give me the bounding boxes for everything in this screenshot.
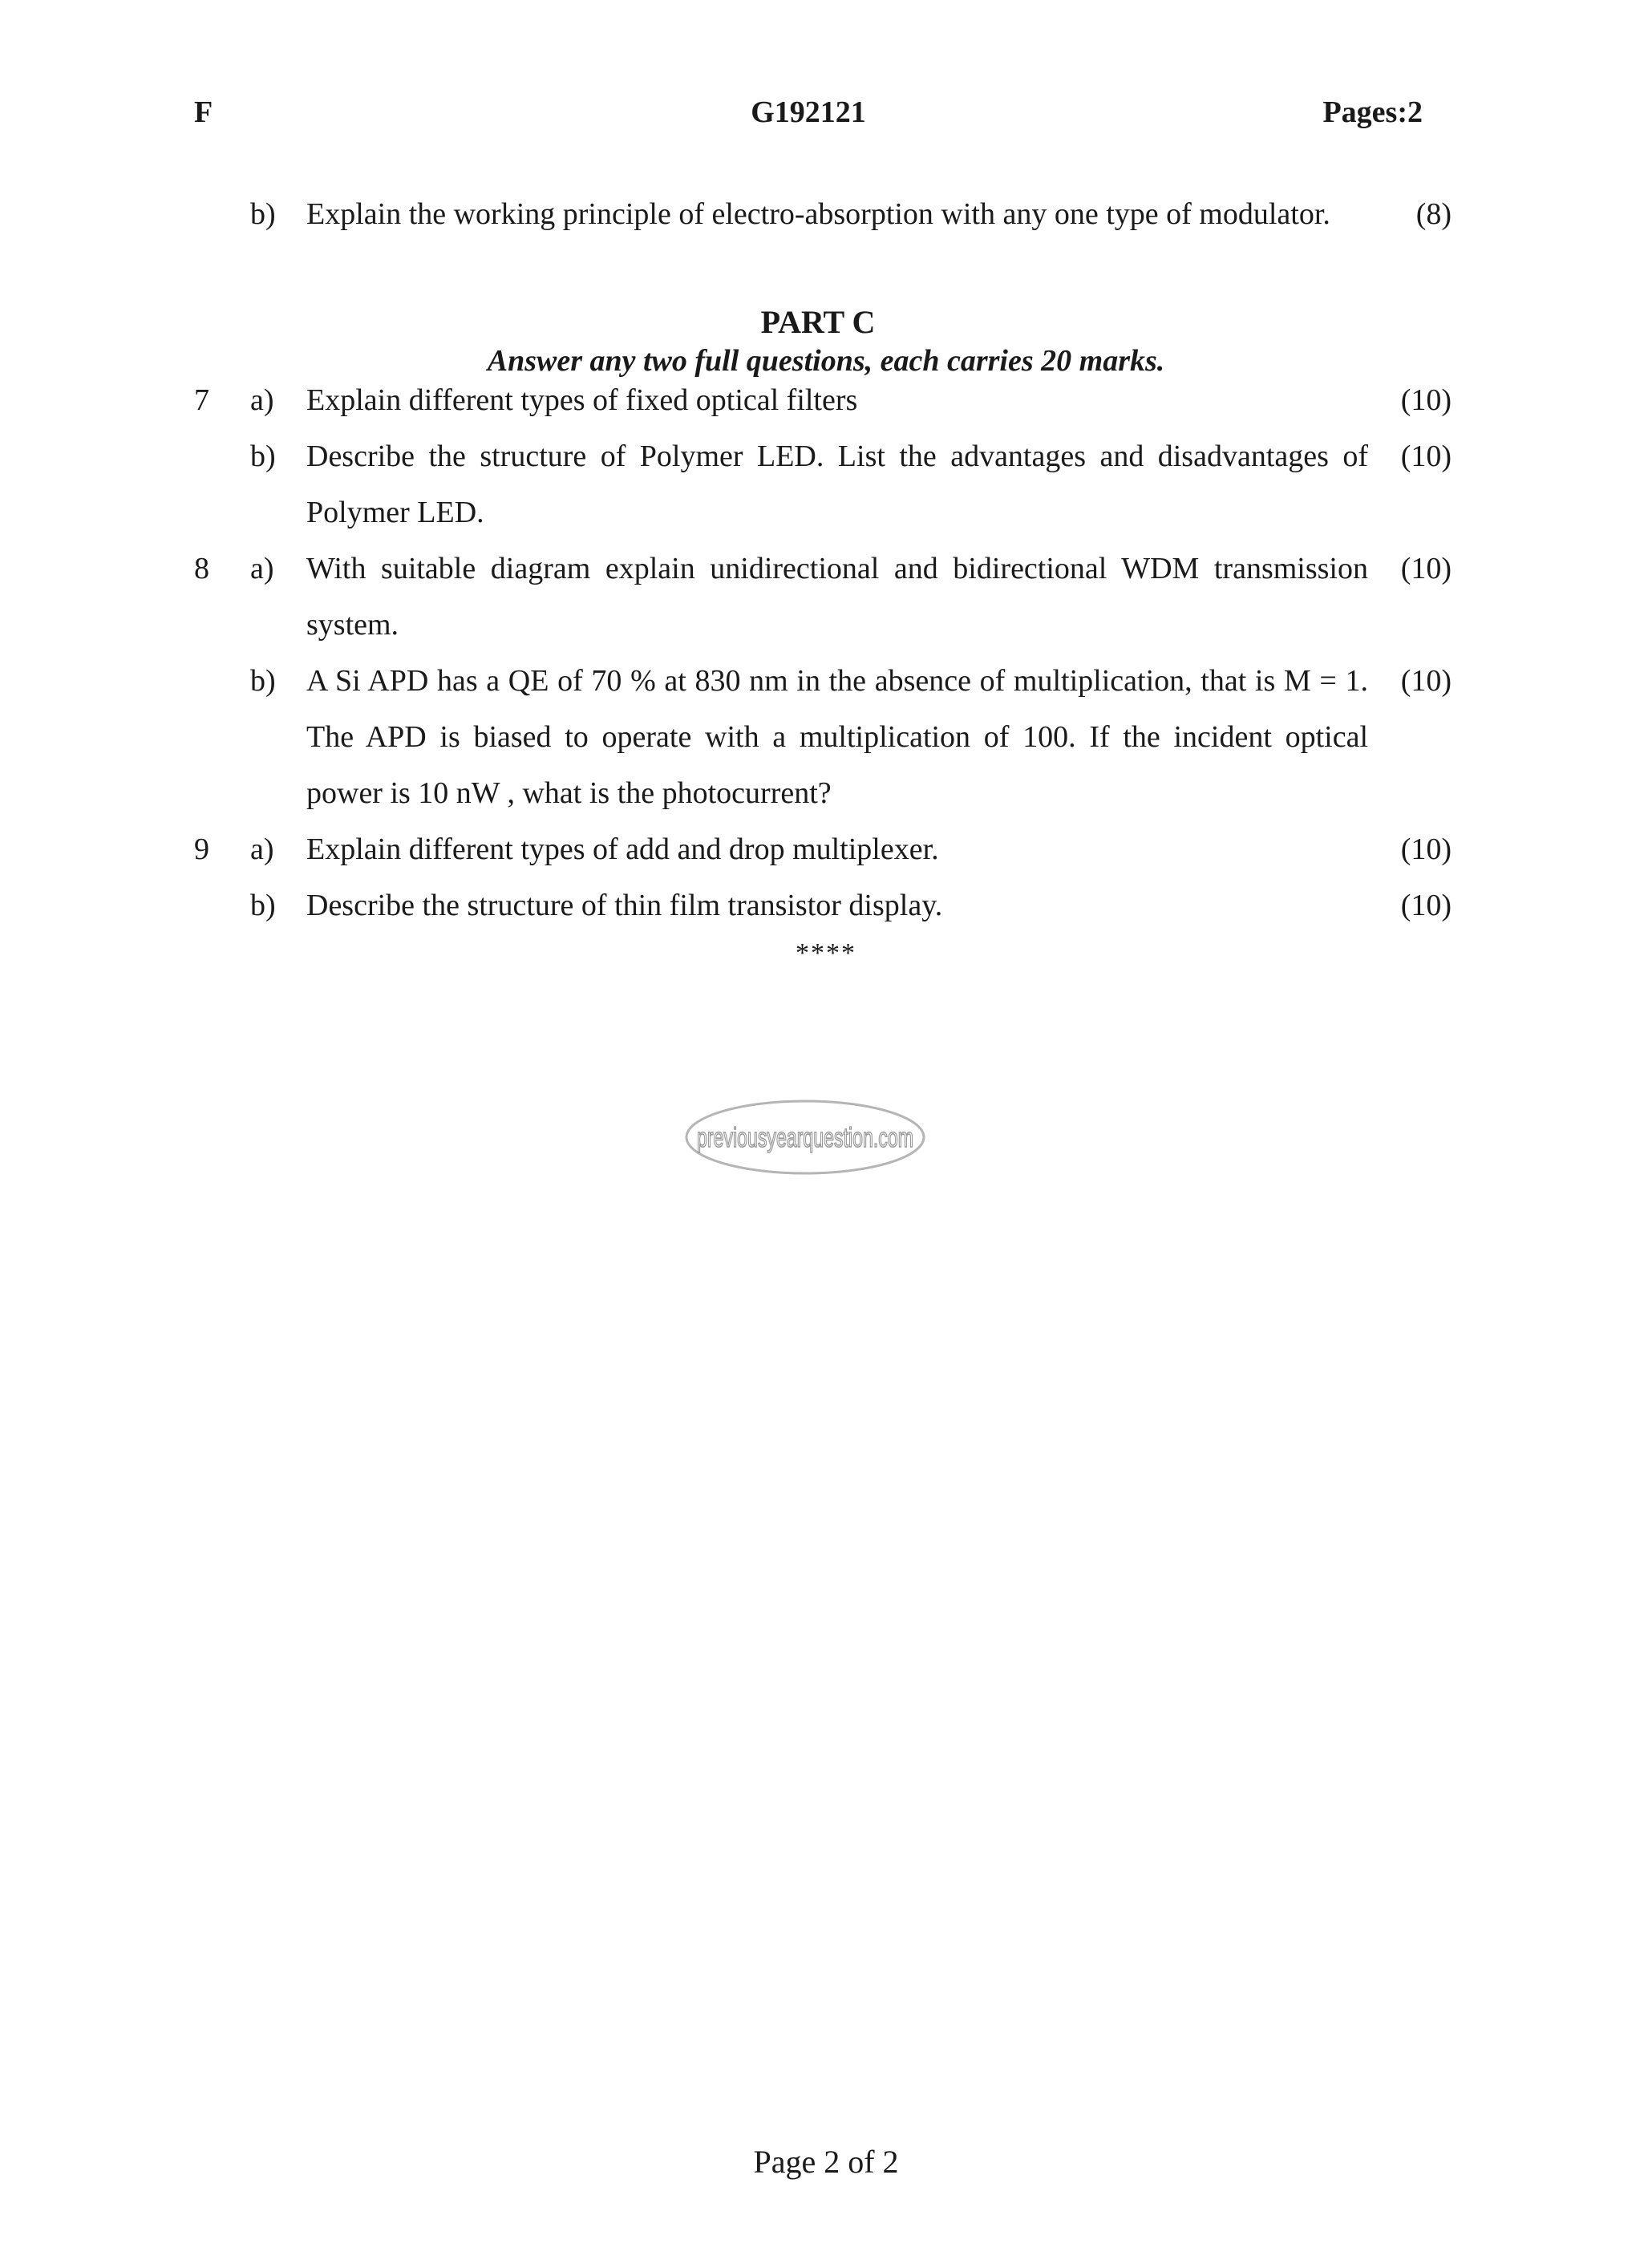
watermark-text: previousyearquestion.com [697,1123,913,1153]
sub-label: a) [250,832,274,866]
question-text: Describe the structure of thin film transistor display. [306,889,943,922]
end-of-paper-mark: **** [796,938,856,968]
sub-label: b) [250,439,276,473]
sub-label: b) [250,889,276,922]
watermark-logo [683,1097,927,1177]
marks: (10) [1400,889,1452,922]
question-number: 7 [194,383,209,417]
question-text: A Si APD has a QE of 70 % at 830 nm in the absence of multiplication, that is M = 1. The APD is biased to operate with a multiplication of 100. If the incident optical power is 10 nW , what is the photocurrent? [306,664,1368,810]
marks: (10) [1400,832,1452,866]
header-paper-code: G192121 [751,95,866,129]
marks: (10) [1400,552,1452,585]
sub-label: b) [250,664,276,698]
marks: (10) [1400,439,1452,473]
question-text: Explain the working principle of electro-absorption with any one type of modulator. [306,197,1330,231]
part-c-title: PART C [760,304,876,340]
sub-label: b) [250,197,276,231]
header-set-code: F [194,95,213,129]
sub-label: a) [250,552,274,585]
question-text: With suitable diagram explain unidirectional and bidirectional WDM transmission system. [306,552,1368,642]
marks: (10) [1400,383,1452,417]
marks: (10) [1400,664,1452,698]
question-number: 9 [194,832,209,866]
marks: (8) [1415,197,1452,231]
sub-label: a) [250,383,274,417]
question-text: Explain different types of add and drop multiplexer. [306,832,939,866]
question-text: Explain different types of fixed optical filters [306,383,858,417]
part-c-instruction: Answer any two full questions, each carries 20 marks. [487,344,1165,378]
header-page-count: Pages:2 [1322,95,1423,129]
question-text: Describe the structure of Polymer LED. List the advantages and disadvantages of Polymer LED. [306,439,1368,529]
page-header [194,95,1423,140]
question-number: 8 [194,552,209,585]
page-footer: Page 2 of 2 [753,2144,899,2180]
